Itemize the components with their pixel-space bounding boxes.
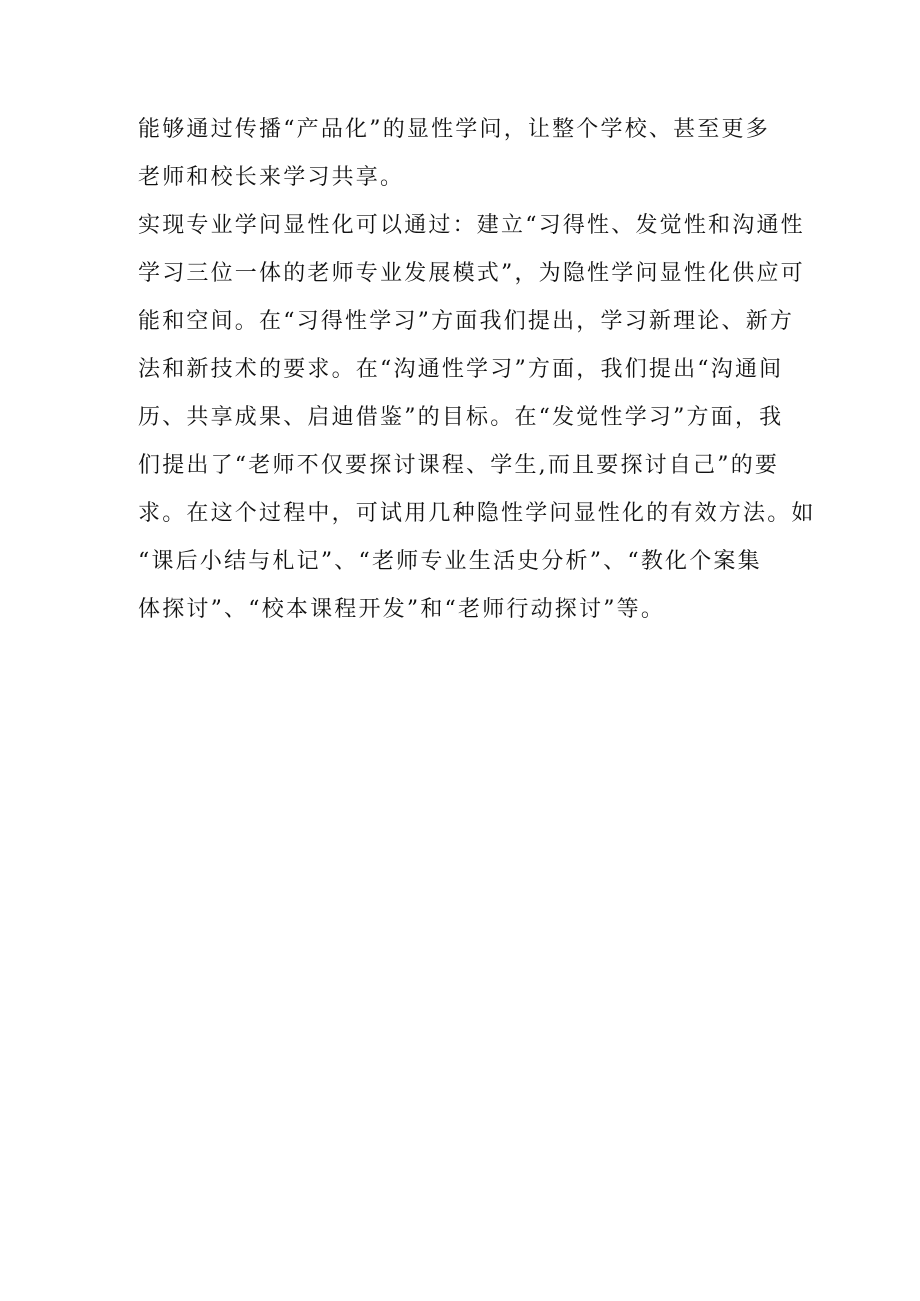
text-line-11: 体探讨”、“校本课程开发”和“老师行动探讨”等。 (138, 597, 666, 622)
text-line-9: 求。在这个过程中，可试用几种隐性学问显性化的有效方法。如 (138, 501, 816, 526)
text-line-10: “课后小结与札记”、“老师专业生活史分析”、“教化个案集 (138, 549, 762, 574)
text-line-8: 们提出了“老师不仅要探讨课程、学生,而且要探讨自己”的要 (138, 453, 780, 478)
text-line-4: 学习三位一体的老师专业发展模式”，为隐性学问显性化供应可 (138, 261, 805, 286)
text-line-7: 历、共享成果、启迪借鉴”的目标。在“发觉性学习”方面，我 (138, 405, 784, 430)
text-line-1: 能够通过传播“产品化”的显性学问，让整个学校、甚至更多 (138, 117, 770, 142)
text-line-5: 能和空间。在“习得性学习”方面我们提出，学习新理论、新方 (138, 309, 795, 334)
text-line-3: 实现专业学问显性化可以通过：建立“习得性、发觉性和沟通性 (138, 213, 805, 238)
text-line-2: 老师和校长来学习共享。 (138, 165, 405, 190)
text-line-6: 法和新技术的要求。在“沟通性学习”方面，我们提出“沟通间 (138, 357, 784, 382)
